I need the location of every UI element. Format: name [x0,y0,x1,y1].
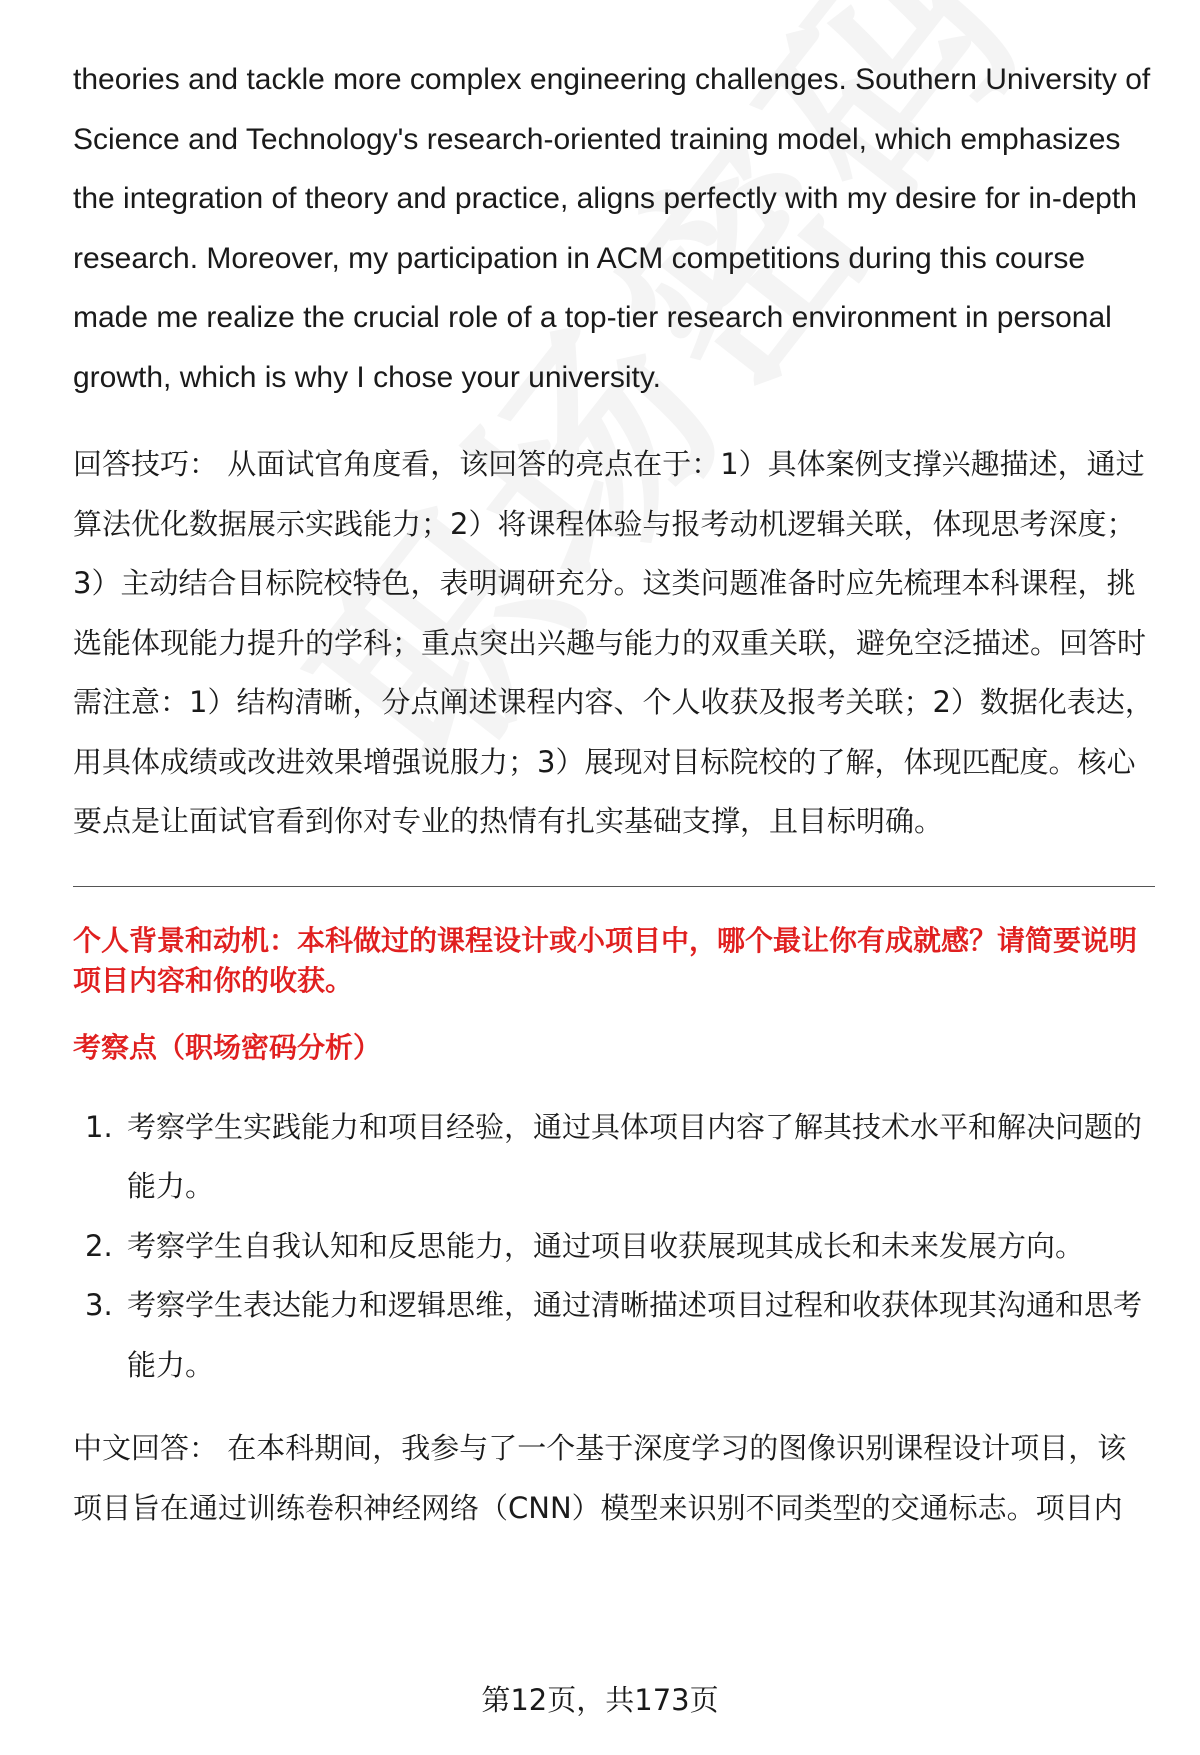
answer-tip-paragraph: 回答技巧： 从面试官角度看，该回答的亮点在于：1）具体案例支撑兴趣描述，通过算法优化数据展示实践能力；2）将课程体验与报考动机逻辑关联，体现思考深度；3）主动结合目标院校特色，表明调研充分。这类问题准备时应先梳理本科课程，挑选能体现能力提升的学科；重点突出兴趣与能力的双重关联，避免空泛描述。回答时需注意：1）结构清晰，分点阐述课程内容、个人收获及报考关联；2）数据化表达，用具体成绩或改进效果增强说服力；3）展现对目标院校的了解，体现匹配度。核心要点是让面试官看到你对专业的热情有扎实基础支撑，且目标明确。 [73,447,1154,838]
list-item-number: 2. [85,1228,113,1263]
page-number-footer: 第12页，共173页 [481,1683,719,1717]
intro-paragraph: theories and tackle more complex engineering challenges. Southern University of Science and Technology's research-oriented training model, which emphasizes the integration of theory and practice, aligns perfectly with my desire for in-depth research. Moreover, my participation in ACM competitions during this course made me realize the crucial role of a top-tier research environment in personal growth, which is why I chose your university. [73,63,1151,394]
list-item-text: 考察学生自我认知和反思能力，通过项目收获展现其成长和未来发展方向。 [127,1228,1085,1263]
list-item [73,1098,1155,1217]
evaluation-points-title: 考察点（职场密码分析） [73,1030,382,1064]
question-heading: 个人背景和动机：本科做过的课程设计或小项目中，哪个最让你有成就感？请简要说明项目内容和你的收获。 [73,923,1138,997]
list-item-text: 考察学生表达能力和逻辑思维，通过清晰描述项目过程和收获体现其沟通和思考能力。 [127,1288,1143,1382]
section-divider [73,886,1155,887]
chinese-answer-paragraph: 中文回答： 在本科期间，我参与了一个基于深度学习的图像识别课程设计项目，该项目旨在通过训练卷积神经网络（CNN）模型来识别不同类型的交通标志。项目内 [73,1431,1127,1525]
evaluation-points-list [73,1098,1155,1396]
page-content [73,50,1155,1538]
list-item [73,1276,1155,1395]
list-item-text: 考察学生实践能力和项目经验，通过具体项目内容了解其技术水平和解决问题的能力。 [127,1109,1143,1203]
list-item-number: 3. [85,1288,113,1322]
list-item [73,1217,1155,1277]
list-item-number: 1. [85,1109,113,1144]
